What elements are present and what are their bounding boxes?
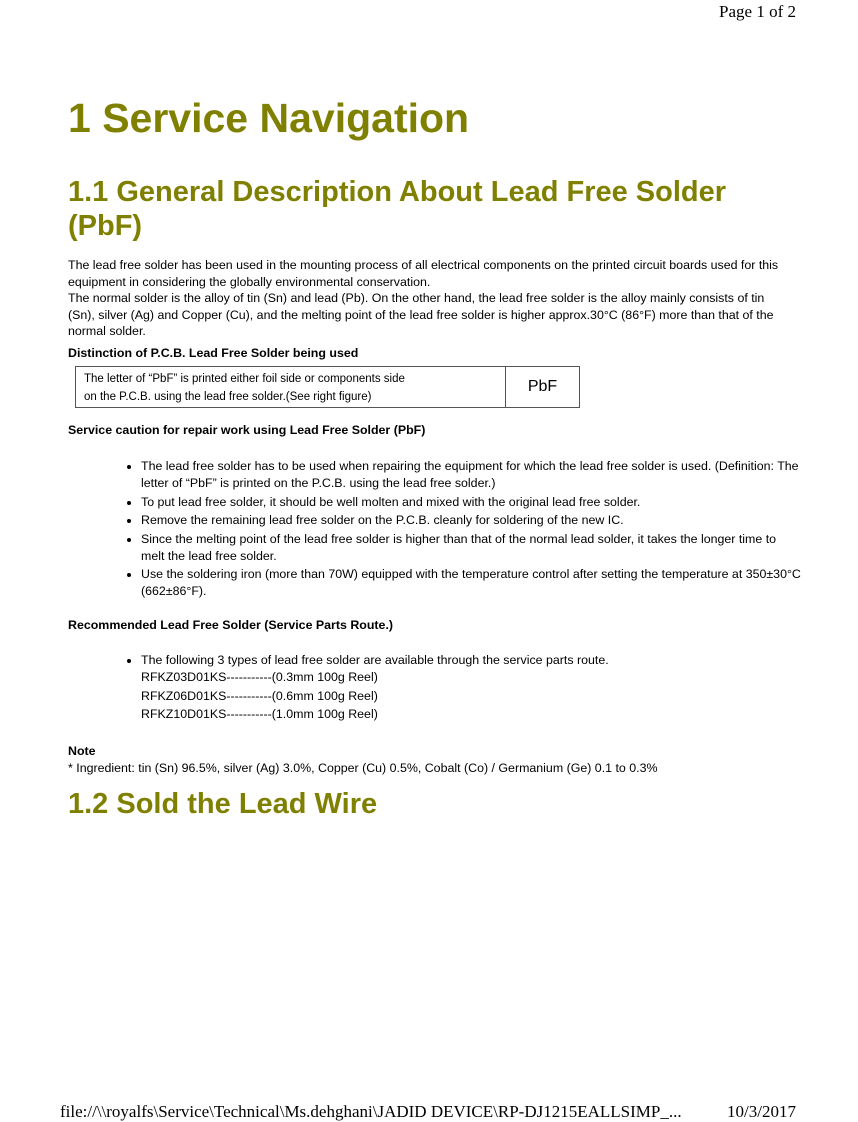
pbf-mark: PbF — [527, 378, 558, 395]
recommended-list — [122, 652, 801, 725]
caution-heading: Service caution for repair work using Lead Free Solder (PbF) — [68, 423, 426, 437]
pbf-description-line-1: The letter of “PbF” is printed either foil side or components side — [84, 373, 405, 385]
list-item: • To put lead free solder, it should be well molten and mixed with the original lead free solder. — [141, 494, 801, 511]
part-item: RFKZ10D01KS-----------(1.0mm 100g Reel) — [141, 707, 378, 721]
pbf-description — [76, 367, 506, 407]
list-item: • Use the soldering iron (more than 70W) equipped with the temperature control after setting the temperature at 350±30°C (662±86°F). — [141, 566, 801, 600]
section-heading-general-description: 1.1 General Description About Lead Free Solder (PbF) — [68, 176, 727, 242]
page-title: 1 Service Navigation — [68, 95, 470, 141]
note-text: * Ingredient: tin (Sn) 96.5%, silver (Ag) 3.0%, Copper (Cu) 0.5%, Cobalt (Co) / Germanium (Ge) 0.1 to 0.3% — [68, 761, 658, 775]
note-label: Note — [68, 744, 96, 758]
intro-paragraph-1: The lead free solder has been used in the mounting process of all electrical components on the printed circuit boards used for this equipment in considering the globally environmental conservation. — [68, 258, 779, 289]
intro-paragraph-2: The normal solder is the alloy of tin (Sn) and lead (Pb). On the other hand, the lead free solder is the alloy mainly consists of tin (Sn), silver (Ag) and Copper (Cu), and the melting point of the lead free solder is higher approx.30°C (86°F) more than that of the normal solder. — [68, 291, 774, 338]
recommended-heading: Recommended Lead Free Solder (Service Parts Route.) — [68, 618, 394, 632]
footer-file-path: file://\\royalfs\Service\Technical\Ms.dehghani\JADID DEVICE\RP-DJ1215EALLSIMP_... — [60, 1102, 682, 1121]
part-item: RFKZ06D01KS-----------(0.6mm 100g Reel) — [141, 688, 378, 703]
distinction-heading: Distinction of P.C.B. Lead Free Solder being used — [68, 346, 359, 360]
intro-text — [68, 257, 793, 340]
list-item: • Remove the remaining lead free solder on the P.C.B. cleanly for soldering of the new IC. — [141, 512, 801, 529]
list-item: • The lead free solder has to be used when repairing the equipment for which the lead free solder is used. (Definition: The letter of “PbF” is printed on the P.C.B. using the lead free solder.) — [141, 458, 801, 492]
list-item — [141, 652, 801, 723]
recommended-intro: • The following 3 types of lead free solder are available through the service parts route. — [141, 653, 609, 667]
caution-list — [122, 458, 801, 602]
part-item: RFKZ03D01KS-----------(0.3mm 100g Reel) — [141, 670, 378, 684]
footer-date: 10/3/2017 — [727, 1102, 796, 1121]
pbf-description-line-2: on the P.C.B. using the lead free solder.(See right figure) — [84, 391, 372, 403]
list-item: • Since the melting point of the lead free solder is higher than that of the normal lead solder, it takes the longer time to melt the lead free solder. — [141, 531, 801, 565]
parts-list — [141, 669, 801, 723]
page-number: Page 1 of 2 — [719, 2, 796, 21]
pbf-figure-table — [75, 366, 580, 408]
section-heading-sold-lead-wire: 1.2 Sold the Lead Wire — [68, 788, 378, 820]
